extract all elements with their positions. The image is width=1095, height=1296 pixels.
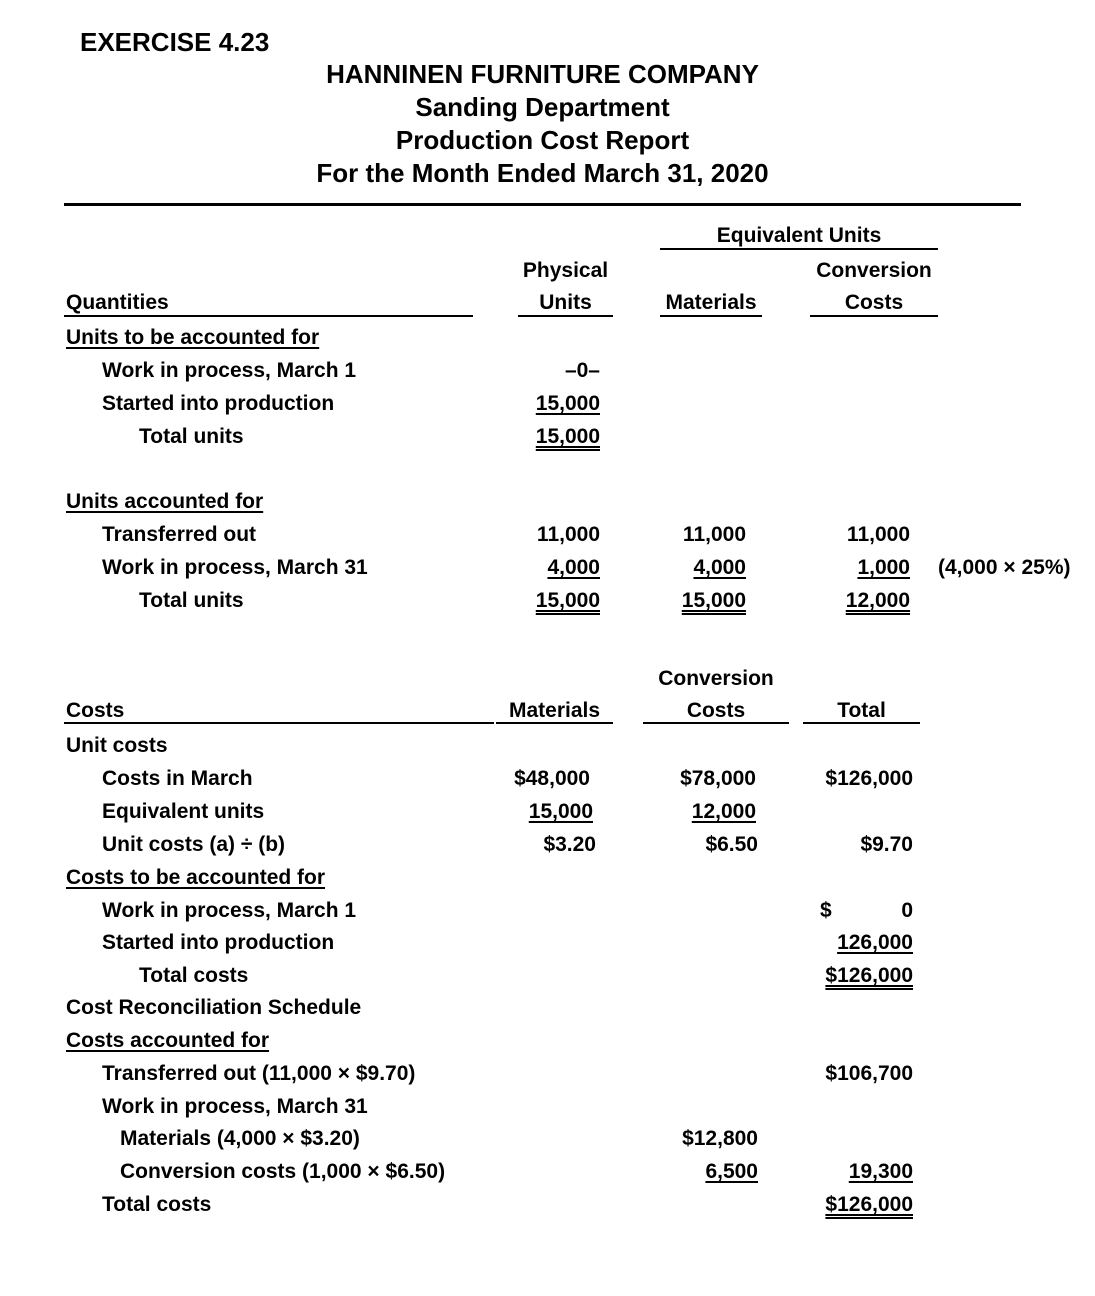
unit-cost-formula-label: Unit costs (a) ÷ (b): [102, 833, 286, 856]
wip-march31-label: Work in process, March 31: [102, 556, 368, 579]
final-total-costs-label: Total costs: [102, 1193, 212, 1216]
units-to-be-accounted-label: Units to be accounted for: [66, 326, 320, 349]
costs-rule: [64, 722, 494, 724]
equivalent-units-rule: [660, 248, 938, 250]
report-period: For the Month Ended March 31, 2020: [316, 158, 769, 188]
final-total-costs-value: $126,000: [825, 1193, 913, 1216]
transferred-conversion: 11,000: [846, 523, 910, 546]
transferred-materials: 11,000: [682, 523, 746, 546]
costs-in-march-label: Costs in March: [102, 767, 253, 790]
cost-started-total: 126,000: [837, 931, 913, 954]
conversion-header-line2: Costs: [844, 291, 904, 314]
wip-march1-physical: –0–: [564, 359, 600, 382]
equivalent-units-conversion: 12,000: [691, 800, 756, 823]
total-units-label: Total units: [139, 425, 244, 448]
wip-march31-materials: 4,000: [693, 556, 746, 579]
costs-accounted-label: Costs accounted for: [66, 1029, 270, 1052]
header-rule: [64, 203, 1021, 206]
wip-materials-label: Materials (4,000 × $3.20): [120, 1127, 360, 1150]
wip-materials-value: $12,800: [682, 1127, 758, 1150]
total-costs-label: Total costs: [139, 964, 249, 987]
cost-total-rule: [803, 722, 920, 724]
physical-header-rule: [518, 315, 613, 317]
quantities-rule: [64, 315, 473, 317]
conversion-header-line1: Conversion: [816, 259, 932, 282]
cost-conversion-rule: [643, 722, 789, 724]
costs-in-march-materials: $48,000: [514, 767, 590, 790]
department-name: Sanding Department: [415, 92, 670, 122]
cost-transferred-label: Transferred out (11,000 × $9.70): [102, 1062, 416, 1085]
cost-reconciliation-label: Cost Reconciliation Schedule: [66, 996, 362, 1019]
cost-materials-header: Materials: [508, 699, 601, 722]
wip-march1-label: Work in process, March 1: [102, 359, 357, 382]
started-label: Started into production: [102, 392, 335, 415]
cost-wip-march31-label: Work in process, March 31: [102, 1095, 368, 1118]
wip-conversion-value: 6,500: [705, 1160, 758, 1183]
wip-march31-physical: 4,000: [547, 556, 600, 579]
equivalent-units-header: Equivalent Units: [716, 224, 882, 247]
total-costs-value: $126,000: [825, 964, 913, 987]
total-units-physical: 15,000: [535, 425, 600, 448]
physical-header-line2: Units: [539, 291, 592, 314]
physical-header-line1: Physical: [522, 259, 609, 282]
cost-conversion-header-line2: Costs: [686, 699, 746, 722]
transferred-out-label: Transferred out: [102, 523, 257, 546]
total2-materials: 15,000: [681, 589, 746, 612]
cost-started-label: Started into production: [102, 931, 335, 954]
unit-cost-total: $9.70: [860, 833, 913, 856]
transferred-physical: 11,000: [536, 523, 600, 546]
report-title: Production Cost Report: [395, 125, 690, 155]
costs-in-march-conversion: $78,000: [680, 767, 756, 790]
materials-header: Materials: [665, 291, 757, 314]
cost-conversion-header-line1: Conversion: [658, 667, 774, 690]
unit-cost-materials: $3.20: [543, 833, 596, 856]
cost-materials-rule: [496, 722, 613, 724]
cost-wip-march1-total: 0: [901, 899, 913, 922]
materials-header-rule: [660, 315, 762, 317]
costs-in-march-total: $126,000: [825, 767, 913, 790]
costs-section-label: Costs: [66, 699, 125, 722]
total-units-2-label: Total units: [139, 589, 244, 612]
unit-costs-label: Unit costs: [66, 734, 168, 757]
cost-wip-march1-dollar: $: [820, 899, 832, 922]
cost-wip-march1-label: Work in process, March 1: [102, 899, 357, 922]
wip-march31-note: (4,000 × 25%): [938, 556, 1071, 579]
equivalent-units-materials: 15,000: [528, 800, 593, 823]
conversion-header-rule: [810, 315, 938, 317]
exercise-label: EXERCISE 4.23: [80, 27, 270, 57]
total2-physical: 15,000: [535, 589, 600, 612]
total2-conversion: 12,000: [845, 589, 910, 612]
wip-march31-conversion: 1,000: [857, 556, 910, 579]
quantities-section-label: Quantities: [66, 291, 169, 314]
units-accounted-label: Units accounted for: [66, 490, 264, 513]
wip-conversion-label: Conversion costs (1,000 × $6.50): [120, 1160, 446, 1183]
started-physical: 15,000: [535, 392, 600, 415]
unit-cost-conversion: $6.50: [705, 833, 758, 856]
company-name: HANNINEN FURNITURE COMPANY: [326, 59, 759, 89]
costs-to-be-accounted-label: Costs to be accounted for: [66, 866, 326, 889]
cost-total-header: Total: [837, 699, 886, 722]
equivalent-units-label: Equivalent units: [102, 800, 265, 823]
wip-total-value: 19,300: [848, 1160, 913, 1183]
cost-transferred-total: $106,700: [825, 1062, 913, 1085]
